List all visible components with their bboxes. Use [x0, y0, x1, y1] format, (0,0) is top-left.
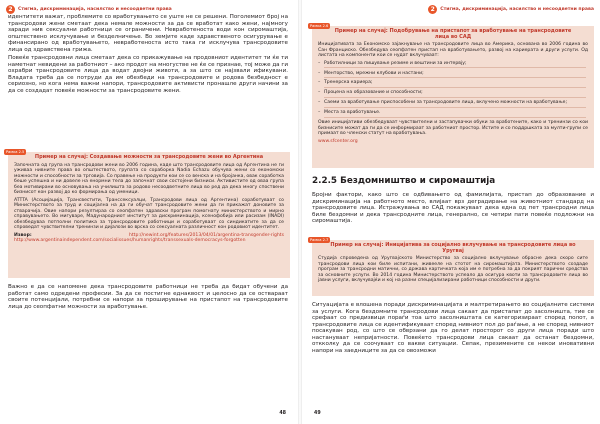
paragraph: Важно е да се напомене дека трансродовите работници не треба да бидат обучени да работат само одредени професии. За да се постигне еднаквост и целосно да се оствараат своите потенцијали, потребни се напори за проширување на пристапот на трансродовите лица до сеопфатни можности за вработување. — [8, 284, 288, 310]
box-title: Пример на случај: Иницијатива за социјално вклучување на трансродовите лица во Уругвај — [330, 242, 576, 254]
right-page — [304, 0, 600, 424]
paragraph: ATTTA (Асоцијација, Трансвестити, Транссексуалци, Трансродови лица од Аргентина) соработуваат со Министерството за труд и социјална на да ги обучат трансродовите жени да ги прикажат доновите за стварачија. Овие напори резултираа со сеопфатен здравски програм помогнату министерството и мирно справувањето. Во мигуваре, Мадународниот институт за дискриминација, ксенофобија или расизам (INADI) обезбедуваа потполни политика за трансродовите работници и соработуваат со синдикатите за да се спроведат чувствителни тренинзи и дијалози во врска со сексуалната различност кон родовиот идентитет. — [14, 197, 284, 231]
page-number: 48 — [279, 411, 286, 416]
running-title: Стигма, дискриминација, насилство и несоодветни права — [440, 6, 594, 12]
source-label: Извор: — [14, 232, 32, 238]
case-study-box-uruguay — [312, 240, 594, 296]
source-link[interactable]: www.sfcenter.org — [318, 138, 358, 144]
chapter-badge: 2 — [428, 5, 437, 14]
left-page — [0, 0, 296, 424]
list-item: – Саеми за вработување приспособени за трансродовите лица, вклучено можности на вработување; — [324, 100, 586, 108]
section-heading — [312, 176, 495, 186]
box-tab: Рамка 2.6 — [310, 24, 329, 28]
case-study-box-usa — [312, 26, 594, 168]
box-tab: Рамка 2.7 — [310, 238, 329, 242]
paragraph: идентитети важат, проблемите со вработувањето се уште не се решени. Поголемиот број на трансродови жени сметаат дека немале можности за да се вработат како жени, најмногу заради нив сексуални работници се ограничени. Невработеноста води кон сиромаштија, општествено исклучување и безделничење. Во земјите каде здравственото осигурување е финансирано од вработувањето, невработеноста исто така ги исклучува трансродовите лица од здравствена грижа. — [8, 14, 288, 53]
box-text — [312, 256, 594, 284]
intro-text — [8, 14, 288, 97]
service-list — [312, 61, 594, 118]
paragraph: Повеќе трансродовни лица сметаат дека со прикажување на продовниот идентитет ти ќе ти наметнат невидени за работниот – ако продот на многустве не ќе се признае, тој може да ги охрабри трансродовите лица да водат двојни животи, а за што се најзвали ификувани. Владата треба да се потруди да им обезбеди на трансродовите и родова безбедност е сериозно, но кога нема важни напори, трансродовите активисти пронашле други начини за да се создадат повеќе можности за трансродовите жени. — [8, 55, 288, 95]
list-item: – Тренерска кариера; — [324, 80, 586, 88]
list-item: – Процена на образование и способности; — [324, 90, 586, 98]
box-text — [312, 120, 594, 144]
box-tab: Рамка 2.5 — [6, 150, 25, 154]
paragraph: Бројни фактори, како што се одбивањето од фамилијата, пристап до образование и дискриминација на работното место, влијаат врз деградирање на животниот стандард на трансродовите лица. Истражувања во САД покажуваат дека една од пет трансродни лица биле бездомни и дека трансродните лица, генерално, се четири пати повеќе подложни на сиромаштија. — [312, 192, 594, 225]
paragraph: Иницијативата за Економско зајакнување на трансродовите лица во Америка, основана во 2006 година во Сан Франциско. Обезбедува сеопфатен пристап на вработувањето, развој на кариерата и други услуги. Од листата на компоненти кои се нудат вклучуваат: — [318, 42, 588, 59]
section-title: Бездомништво и сиромаштија — [340, 176, 496, 186]
page-number: 49 — [314, 411, 321, 416]
list-item: – Работилници за пишување резиме и вештини за интервју; — [324, 61, 586, 69]
running-header — [428, 3, 594, 15]
box-text — [312, 42, 594, 59]
section-text — [312, 192, 594, 227]
chapter-badge: 2 — [6, 5, 15, 14]
source-link[interactable]: http://newint.org/features/2013/04/01/argentina-transgender-rights http://www.argentinaindependent.com/socialissues/humanrights/transsexuals-democracys-forgotten — [14, 232, 284, 244]
source — [14, 233, 284, 244]
outro-text — [8, 284, 288, 312]
running-title: Стигма, дискриминација, насилство и несоодветни права — [18, 6, 172, 12]
paragraph: Ситуацијата е влошена поради дискриминацијата и малтретирањето во социјалните системи за услуги. Кога бездомните трансродови лица сакаат да пристапат до засолништа, тие се срефаат со предизвици пораѓи тоа што засолништата се категоризираат според полот, а трансродовите лица се идентификуваат според нивниот пол до раѓање, а не според нивниот посакуван род, со што се обврзани да го делат просторот со други лица поради што настануваат непријатности. Повеќето трансродови лица сакаат да останат бездомни, откколку да се соочуваат со вакви ситуации. Сепак, презимените се некои иновативни напори на заедниците за да се овозможи — [312, 302, 594, 354]
page-gutter — [298, 0, 302, 424]
box-text — [8, 163, 290, 244]
box-title: Пример на случај: Подобрување на пристапот за вработување на трансродовите лица во САД — [334, 28, 572, 40]
case-study-box-argentina — [8, 152, 290, 278]
list-item: – Менторство, мрежни клубови и настани; — [324, 71, 586, 79]
closing-text — [312, 302, 594, 356]
paragraph: Студија спроведена од Уругвајското Министерство за социјално вклучување обрасне дека скоро сите трансродови лица кои биле испитани, живееле на стотот на сиромаштијата. Министерството создаде програм за трансродни матични, со држава картичката која им е потребна за да покрият парични средства за основните услуги. Во 2014 година Министерството успеало да осигура квоти за трансродовите лица во јавни услуги, вклучувајќи и кој на разни специјализирани работници способности и други. — [318, 256, 588, 284]
paragraph: Започната од група на трансродови жени во 2006 година, каде што трансродовите лица од Аргентина не ги уживаа нивните права во општеството, групата со сораборка Nadia Echazu обучува жени со економски можности и способности за трговија. Со правење на продукти кои се со венска и на бројанка, овак соработка беше успешна и ни довеле на енормни тела до започнат свои состојени бизниси. Активистите од оваа група беа мотивирани во основувања на училишта за родово несоодветните лица во ред да дека многу споствени бизнисот кон развој до ко формирања од уменици. — [14, 162, 284, 196]
paragraph: Овие иницијативи обезбедуваат чувствителни и застапувачки обуки за вработените, како и тренинзи со кои бизнисите можат да ги да се информираат за работниот простор. Истите и со поддршката за мулти-групи се примаат во членски статут на вработувања. — [318, 120, 588, 137]
section-number: 2.2.5 — [312, 176, 338, 186]
box-title: Пример на случај: Создавање можности за трансродовите жени во Аргентина — [34, 154, 264, 160]
list-item: – Места за вработување. — [324, 110, 586, 118]
